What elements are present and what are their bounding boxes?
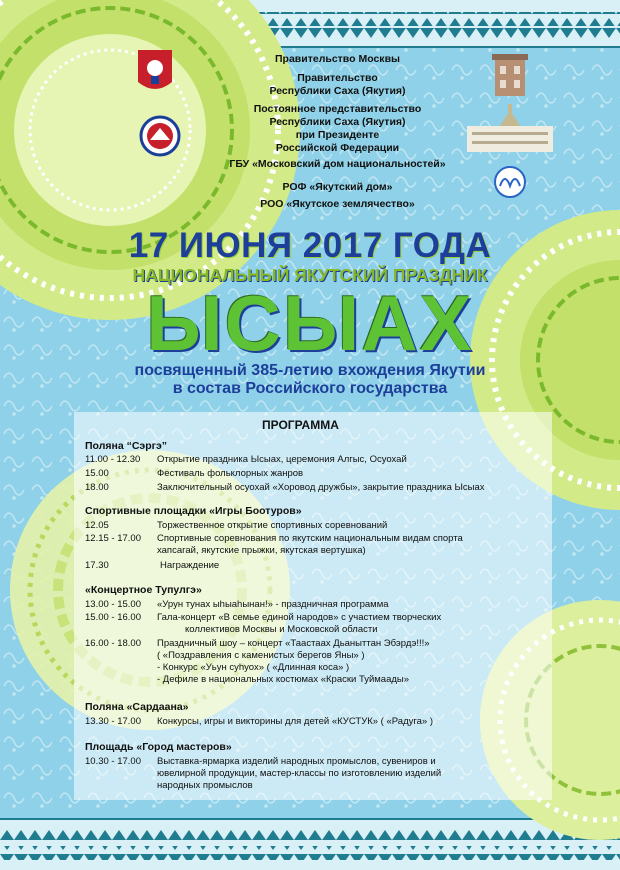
event-subtitle: НАЦИОНАЛЬНЫЙ ЯКУТСКИЙ ПРАЗДНИК bbox=[132, 265, 488, 285]
section-title: Поляна “Сэргэ” bbox=[85, 440, 168, 452]
event-date: 17 ИЮНЯ 2017 ГОДА bbox=[128, 226, 492, 265]
section-title: Спортивные площадки «Игры Боотуров» bbox=[85, 505, 302, 517]
section-title: Площадь «Город мастеров» bbox=[85, 741, 232, 753]
moscow-coat-of-arms-icon bbox=[138, 50, 172, 89]
event-title: ЫСЫАХ bbox=[146, 279, 474, 367]
organizer-yakut-house: РОФ «Якутский дом» bbox=[282, 181, 393, 193]
government-building-icon bbox=[492, 54, 528, 96]
organizer-house-of-nationalities: ГБУ «Московский дом национальностей» bbox=[229, 158, 446, 170]
organizer-moscow-government: Правительство Москвы bbox=[275, 53, 400, 65]
organizer-yakut-community: РОО «Якутское землячество» bbox=[260, 198, 415, 210]
organizer-yakutia-government: Правительство Республики Саха (Якутия) bbox=[269, 72, 406, 97]
program-title: ПРОГРАММА bbox=[262, 418, 339, 432]
section-title: Поляна «Сардаана» bbox=[85, 701, 189, 713]
house-of-nationalities-logo-icon bbox=[495, 167, 525, 197]
poster: Правительство Москвы Правительство Республики Саха (Якутия) Постоянное представительство Республики Саха (Якутия) при Президенте Российской Федерации ГБУ «Московский дом национальностей» РОФ «Якутский дом» РОО «Якутское землячество» 17 ИЮНЯ 2017 ГОДА НАЦИОНАЛЬНЫЙ ЯКУТСКИЙ ПРАЗДНИК ЫСЫАХ посвященный 385-летию вхождения Якутии в состав Российского государства ПРОГРАММА Поляна “Сэргэ” 11.00 - 12.30 Открытие праздника Ысыах, церемония Алгыс, Осуохай 15.00 Фестиваль фольклорных жанров 18.00 Заключительный осуохай «Хоровод дружбы», закрытие праздника Ысыах Спортивные площадки «Игры Боотуров» 12.05 Торжественное открытие спортивных соревнований 12.15 - 17.00 Спортивные соревнования по якутским национальным видам спорта хапсагай, якутские прыжки, якутская вертушка) 17.30 Награждение «Концертное Тупулгэ» 13.00 - 15.00 «Урун тунах ыhыаhынан!» - праздничная программа 15.00 - 16.00 Гала-концерт «В семье единой народов» с участием творческих коллективов Москвы и Московской области 16.00 - 18.00 Праздничный шоу – концерт «Таастаах Дьаныттан Эбэрдэ!!!» ( «Поздравления с каменистых берегов Яны» ) - Конкурс «Уьун суhуох» ( «Длинная коса» ) - Дефиле в национальных костюмах «Краски Туймаады» Поляна «Сардаана» 13.30 - 17.00 Конкурсы, игры и викторины для детей «КУСТУК» ( «Радуга» ) Площадь «Город мастеров» 10.30 - 17.00 Выставка-ярмарка изделий народных промыслов, сувениров и ювелирной продукции, мастер-классы по изготовлению изделий народных промыслов bbox=[0, 0, 620, 870]
yakutia-emblem-icon bbox=[141, 117, 179, 155]
event-dedication: посвященный 385-летию вхождения Якутии в состав Российского государства bbox=[134, 362, 486, 397]
organizer-permanent-representation: Постоянное представительство Республики Саха (Якутия) при Президенте Российской Федерации bbox=[253, 103, 422, 154]
section-title: «Концертное Тупулгэ» bbox=[85, 584, 202, 596]
